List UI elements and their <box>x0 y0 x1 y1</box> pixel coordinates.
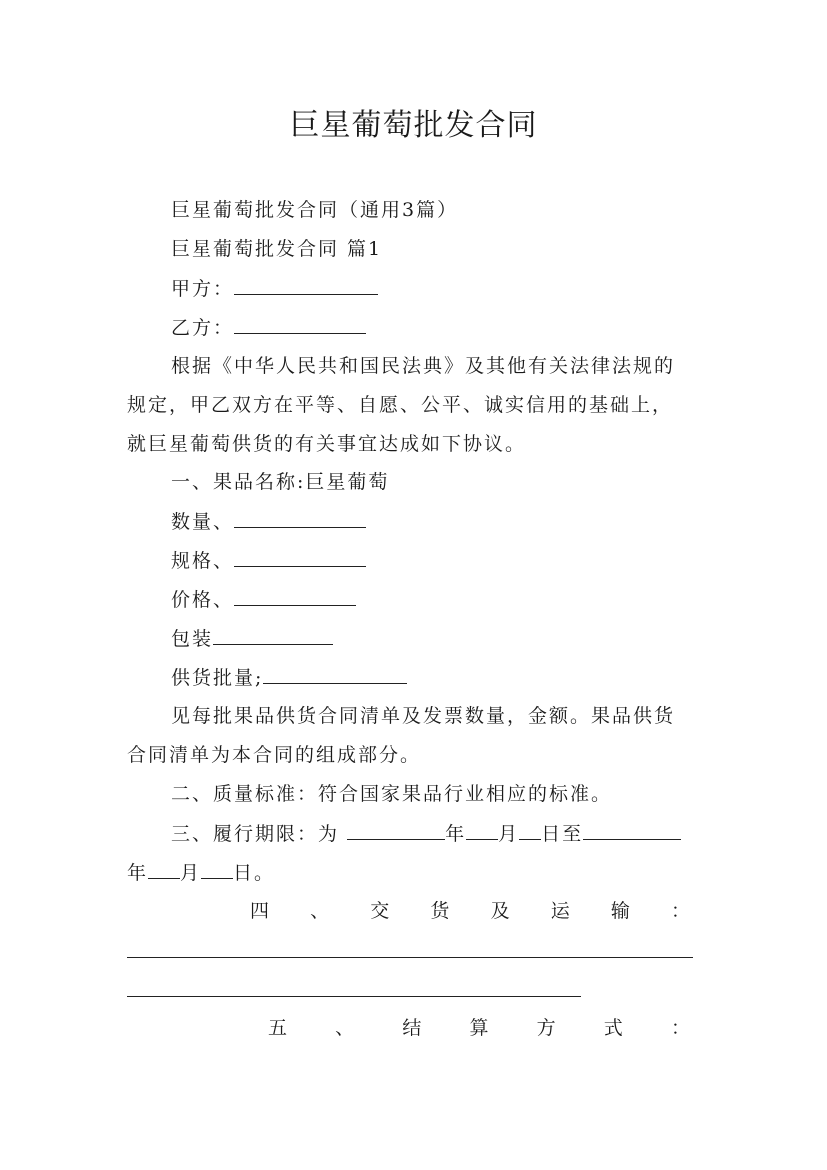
item-5-char: 结 <box>402 1017 422 1039</box>
item-4-char: 及 <box>490 900 510 922</box>
see-line-1: 见每批果品供货合同清单及发票数量，金额。果品供货 <box>171 705 676 727</box>
end-month-label: 月 <box>180 862 202 884</box>
party-b-blank[interactable] <box>234 315 366 334</box>
item-1-line: 一、果品名称:巨星葡萄 <box>171 471 390 493</box>
item-5-char: 、 <box>335 1017 355 1039</box>
end-year-blank[interactable] <box>583 821 681 840</box>
item-4-char: 运 <box>550 900 570 922</box>
quantity-blank[interactable] <box>234 509 366 528</box>
day-to-label: 日至 <box>541 823 584 845</box>
spec-label: 规格、 <box>171 550 235 572</box>
item-3-label: 三、履行期限：为 <box>171 823 340 845</box>
spec-line <box>171 548 366 573</box>
item-2-line: 二、质量标准：符合国家果品行业相应的标准。 <box>171 783 613 805</box>
item-3-line-2 <box>127 860 275 885</box>
intro-line-3: 就巨星葡萄供货的有关事宜达成如下协议。 <box>127 433 527 455</box>
item-5-char: 五 <box>268 1017 288 1039</box>
see-line-2: 合同清单为本合同的组成部分。 <box>127 744 422 766</box>
end-day-label: 日。 <box>233 862 276 884</box>
packing-line <box>171 626 333 651</box>
party-b-label: 乙方： <box>171 317 235 339</box>
price-label: 价格、 <box>171 589 235 611</box>
batch-line <box>171 665 407 690</box>
spec-blank[interactable] <box>234 548 366 567</box>
item-4-char: ： <box>670 900 690 922</box>
end-year-label: 年 <box>127 862 149 884</box>
party-b-line <box>171 315 366 340</box>
start-year-blank[interactable] <box>347 821 445 840</box>
end-month-blank[interactable] <box>148 860 180 879</box>
part-heading: 巨星葡萄批发合同 篇1 <box>171 238 383 260</box>
item-4-char: 货 <box>430 900 450 922</box>
party-a-blank[interactable] <box>234 276 378 295</box>
item-5-char: 式 <box>603 1017 623 1039</box>
batch-blank[interactable] <box>263 665 407 684</box>
party-a-label: 甲方： <box>171 278 235 300</box>
item-3-line <box>171 821 681 846</box>
start-day-blank[interactable] <box>519 821 541 840</box>
item-5-char: 方 <box>536 1017 556 1039</box>
packing-label: 包装 <box>171 628 214 650</box>
delivery-blank-line-2[interactable] <box>127 996 581 997</box>
start-month-blank[interactable] <box>466 821 498 840</box>
intro-line-1: 根据《中华人民共和国民法典》及其他有关法律法规的 <box>171 355 676 377</box>
item-4-char: 、 <box>310 900 330 922</box>
delivery-blank-line-1[interactable] <box>127 957 693 958</box>
intro-line-2: 规定，甲乙双方在平等、自愿、公平、诚实信用的基础上， <box>127 394 674 416</box>
end-day-blank[interactable] <box>201 860 233 879</box>
item-5-char: ： <box>670 1017 690 1039</box>
batch-label: 供货批量; <box>171 667 264 689</box>
subtitle-line: 巨星葡萄批发合同（通用3篇） <box>171 199 459 221</box>
document-title: 巨星葡萄批发合同 <box>289 108 538 143</box>
start-year-label: 年 <box>445 823 467 845</box>
packing-blank[interactable] <box>213 626 333 645</box>
item-4-heading <box>250 899 690 923</box>
item-4-char: 交 <box>370 900 390 922</box>
start-month-label: 月 <box>498 823 520 845</box>
item-5-char: 算 <box>469 1017 489 1039</box>
item-5-heading <box>268 1016 690 1040</box>
quantity-label: 数量、 <box>171 511 235 533</box>
item-4-char: 四 <box>250 900 270 922</box>
price-blank[interactable] <box>234 587 356 606</box>
item-4-char: 输 <box>610 900 630 922</box>
price-line <box>171 587 356 612</box>
party-a-line <box>171 276 378 301</box>
quantity-line <box>171 509 366 534</box>
